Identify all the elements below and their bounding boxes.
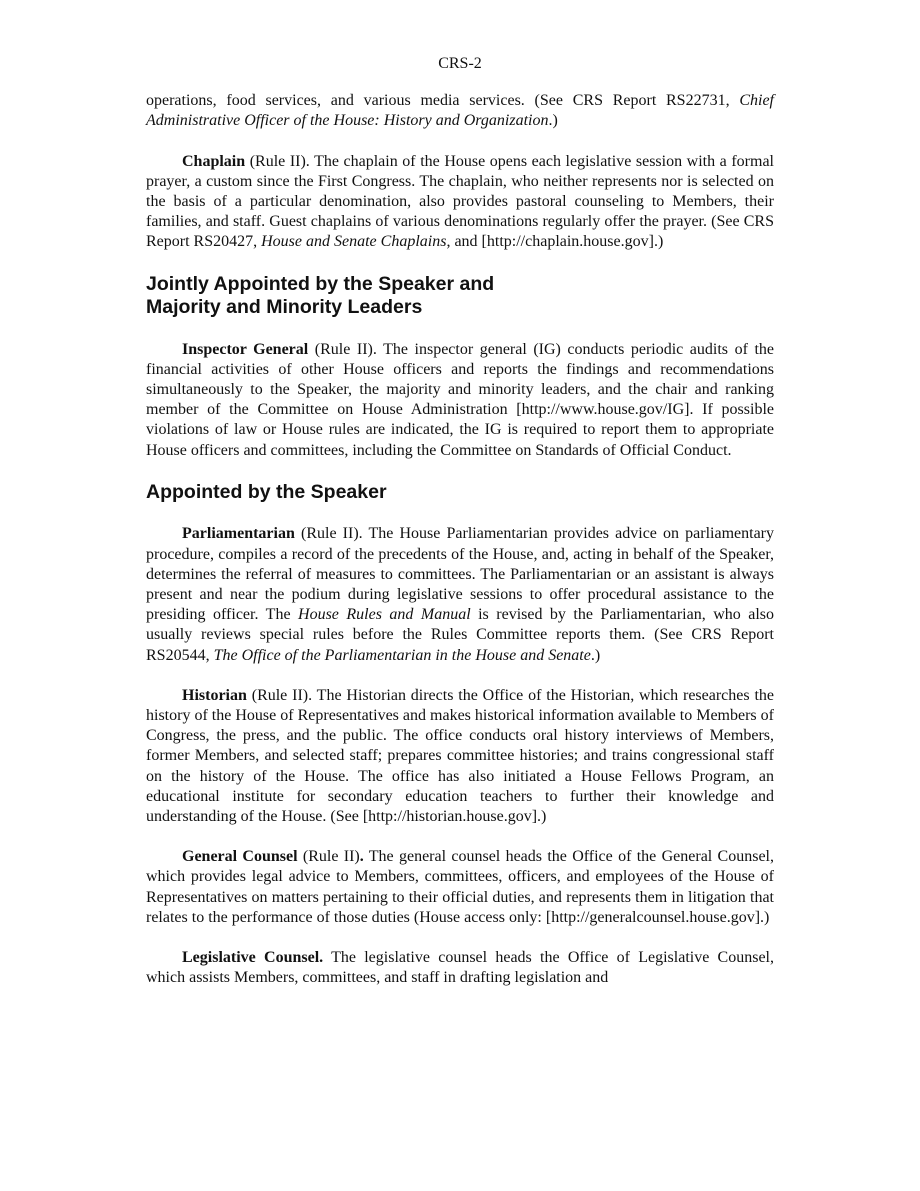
heading-line-1: Jointly Appointed by the Speaker and: [146, 272, 495, 295]
section-heading-jointly-appointed: [146, 273, 774, 320]
document-page: [146, 54, 774, 1008]
chaplain-text-end: , and [http://chaplain.house.gov].): [446, 233, 664, 251]
parliamentarian-title: Parliamentarian: [182, 525, 295, 543]
heading-line-2: Majority and Minority Leaders: [146, 296, 423, 319]
inspector-general-rule: (Rule II).: [308, 340, 384, 358]
legislative-counsel-paragraph: [146, 948, 774, 988]
continuation-text-end: .): [548, 112, 558, 130]
parliamentarian-text-mid: is revised by the Parliamentarian, who also usually reviews special rules before the Rules Committee reports them. (See CRS Report RS20544,: [146, 606, 774, 664]
chaplain-title: Chaplain: [182, 152, 246, 170]
legislative-counsel-text: The legislative counsel heads the Office of Legislative Counsel, which assists Members, committees, and staff in drafting legislation and: [146, 949, 775, 987]
section-heading-appointed-by-speaker: Appointed by the Speaker: [146, 480, 387, 503]
parliamentarian-text-end: .): [590, 646, 601, 664]
general-counsel-text: The general counsel heads the Office of the General Counsel, which provides legal advice to Members, committees, officers, and employees of the House of Representatives on matters pertaining to their official duties, and represents them in litigation that relates to the performance of those duties (House access only: [http://generalcounsel.house.gov].): [146, 848, 775, 926]
continuation-paragraph: [146, 91, 774, 131]
continuation-text: operations, food services, and various media services. (See CRS Report RS22731,: [146, 92, 740, 110]
parliamentarian-paragraph: [146, 524, 774, 665]
historian-title: Historian: [182, 686, 247, 704]
historian-paragraph: [146, 686, 774, 827]
parliamentarian-text: The House Parliamentarian provides advice on parliamentary procedure, compiles a record of the precedents of the House, and, acting in behalf of the Speaker, determines the referral of measures to committees. The Parliamentarian or an assistant is always present and near the podium during legislative sessions to offer procedural assistance to the presiding officer. The: [146, 525, 774, 624]
inspector-general-title: Inspector General: [182, 340, 309, 358]
inspector-general-text: The inspector general (IG) conducts periodic audits of the financial activities of other House officers and reports the findings and recommendations simultaneously to the Speaker, the majority and minority leaders, and the chair and ranking member of the Committee on House Administration [http://www.house.gov/IG]. If possible violations of law or House rules are indicated, the IG is required to report them to appropriate House officers and committees, including the Committee on Standards of Official Conduct.: [146, 340, 774, 459]
page-number: CRS-2: [438, 55, 482, 72]
report-title-chaplains: House and Senate Chaplains: [261, 233, 447, 251]
general-counsel-paragraph: [146, 847, 774, 928]
legislative-counsel-title: Legislative Counsel.: [182, 949, 324, 966]
chaplain-paragraph: [146, 152, 774, 253]
report-title-cao: Chief Administrative Officer of the House: History and Organization: [146, 92, 774, 130]
inspector-general-paragraph: [146, 340, 774, 461]
report-title-parliamentarian: The Office of the Parliamentarian in the House and Senate: [213, 646, 591, 664]
parliamentarian-rule: (Rule II).: [294, 525, 369, 543]
general-counsel-period: .: [359, 848, 364, 866]
historian-text: The Historian directs the Office of the Historian, which researches the history of the House of Representatives and makes historical information available to Members of Congress, the press, and the public. The office conducts oral history interviews of Members, former Members, and selected staff; prepares committee histories; and trains congressional staff on the history of the House. The office has also initiated a House Fellows Program, an educational institute for secondary education teachers to further their knowledge and understanding of the House. (See [http://historian.house.gov].): [146, 686, 774, 825]
general-counsel-title: General Counsel: [182, 848, 298, 866]
historian-rule: (Rule II).: [246, 686, 317, 704]
chaplain-rule: (Rule II).: [245, 152, 315, 170]
general-counsel-rule: (Rule II): [297, 848, 360, 866]
house-rules-manual-title: House Rules and Manual: [298, 606, 471, 624]
chaplain-text: The chaplain of the House opens each legislative session with a formal prayer, a custom since the First Congress. The chaplain, who neither represents nor is selected on the basis of a particular denomination, also provides pastoral counseling to Members, their families, and staff. Guest chaplains of various denominations regularly offer the prayer. (See CRS Report RS20427,: [146, 152, 774, 251]
